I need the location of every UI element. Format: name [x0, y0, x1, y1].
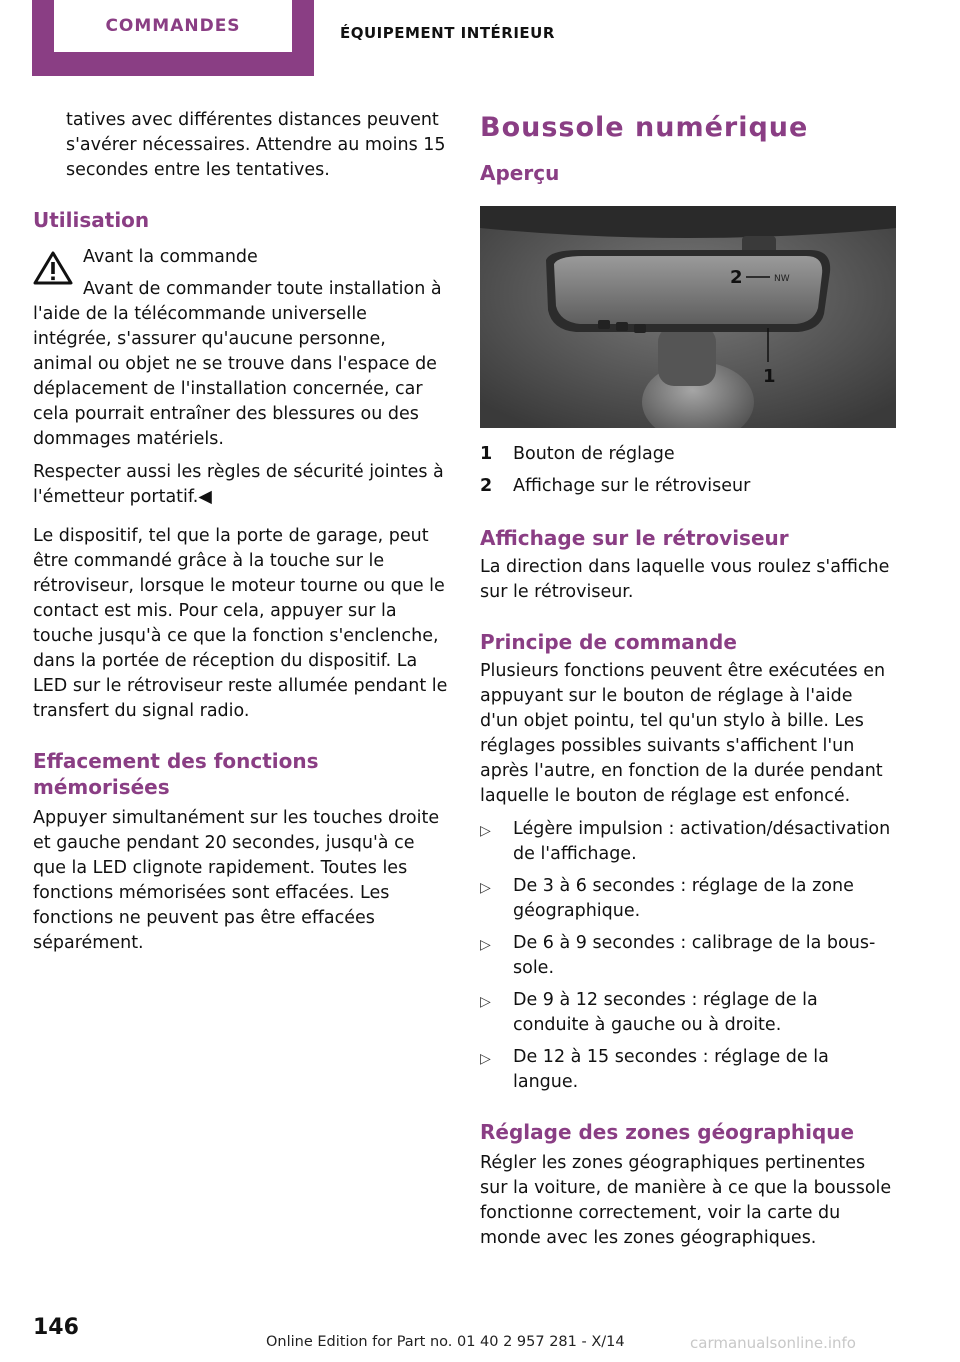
affichage-heading: Affichage sur le rétroviseur — [480, 526, 789, 550]
utilisation-heading: Utilisation — [33, 208, 150, 232]
chapter-tab-inner — [54, 0, 292, 52]
principe-paragraph: Plusieurs fonctions peuvent être exécutées en appuyant sur le bouton de réglage à l'aide d'un objet pointu, tel qu'un stylo à bille. Les réglages possibles suivants s'affichent l'un après l'autre, en fonction de la durée pendant laquelle le bouton de réglage est enfoncé. — [480, 661, 886, 806]
rearview-mirror-photo — [480, 206, 896, 428]
chapter-tab — [32, 0, 314, 76]
triangle-bullet-icon: ▷ — [480, 994, 491, 1010]
warning-text-first-line: Avant de commander toute installation à — [83, 279, 442, 299]
list-item — [480, 988, 896, 1038]
effacement-paragraph: Appuyer simultanément sur les touches droite et gauche pendant 20 secondes, jusqu'à ce que la LED clignote rapidement. Toutes les fonctions mémorisées sont effacées. Les fonctions ne peuvent pas être effacées séparément. — [33, 808, 440, 953]
affichage-paragraph: La direction dans laquelle vous roulez s'affiche sur le rétroviseur. — [480, 557, 890, 602]
list-item — [480, 1045, 896, 1095]
watermark: carmanualsonline.info — [690, 1334, 856, 1352]
list-item-text: De 6 à 9 secondes : calibrage de la boussole. — [513, 933, 876, 978]
legend-item — [480, 474, 896, 499]
settings-list — [480, 817, 896, 1095]
legend-text: Affichage sur le rétroviseur — [513, 476, 751, 496]
list-item — [480, 931, 896, 981]
warning-title: Avant la commande — [83, 247, 258, 267]
edition-line: Online Edition for Part no. 01 40 2 957 281 - X/14 — [266, 1334, 625, 1350]
warning-triangle-icon — [33, 251, 73, 285]
principe-heading: Principe de commande — [480, 630, 737, 654]
callout-label-2: 2 — [730, 267, 743, 288]
triangle-bullet-icon: ▷ — [480, 1051, 491, 1067]
zones-paragraph: Régler les zones géographiques pertinentes sur la voiture, de manière à ce que la boussole fonctionne correctement, voir la carte du monde avec les zones géographiques. — [480, 1153, 892, 1248]
left-column — [33, 108, 449, 956]
legend-number: 2 — [480, 476, 493, 496]
list-item — [480, 817, 896, 867]
section-title: ÉQUIPEMENT INTÉRIEUR — [340, 24, 555, 42]
triangle-bullet-icon: ▷ — [480, 880, 491, 896]
list-item-text: De 9 à 12 secondes : réglage de la conduite à gauche ou à droite. — [513, 990, 818, 1035]
legend-item — [480, 442, 896, 467]
list-item-text: Légère impulsion : activation/désactivation de l'affichage. — [513, 819, 891, 864]
compass-title: Boussole numérique — [480, 112, 809, 143]
right-column — [480, 108, 896, 1251]
device-paragraph: Le dispositif, tel que la porte de garage, peut être commandé grâce à la touche sur le rétroviseur, lorsque le moteur tourne ou que le contact est mis. Pour cela, appuyer sur la touche jusqu'à ce que la fonction s'enclenche, dans la portée de réception du dispositif. La LED sur le rétroviseur reste allumée pendant le transfert du signal radio. — [33, 526, 448, 721]
apercu-heading: Aperçu — [480, 161, 560, 185]
list-item — [480, 874, 896, 924]
safety-paragraph: Respecter aussi les règles de sécurité jointes à l'émetteur portatif.◀ — [33, 462, 444, 507]
triangle-bullet-icon: ▷ — [480, 823, 491, 839]
triangle-bullet-icon: ▷ — [480, 937, 491, 953]
intro-paragraph: tatives avec différentes distances peuvent s'avérer nécessaires. Attendre au moins 15 secondes entre les tentatives. — [66, 110, 446, 180]
chapter-label: COMMANDES — [105, 16, 241, 36]
legend-text: Bouton de réglage — [513, 444, 675, 464]
warning-block — [33, 245, 449, 302]
compass-display-text: NW — [774, 274, 790, 284]
list-item-text: De 12 à 15 secondes : réglage de la langue. — [513, 1047, 829, 1092]
legend-number: 1 — [480, 444, 493, 464]
zones-heading: Réglage des zones géographique — [480, 1120, 855, 1144]
list-item-text: De 3 à 6 secondes : réglage de la zone géographique. — [513, 876, 854, 921]
warning-text: l'aide de la télécommande universelle intégrée, s'assurer qu'aucune personne, animal ou objet ne se trouve dans l'espace de déplacement de l'installation concernée, car cela pourrait entraîner des blessures ou des dommages matériels. — [33, 304, 437, 449]
callout-label-1: 1 — [763, 366, 776, 387]
page-number: 146 — [33, 1315, 79, 1340]
photo-legend — [480, 442, 896, 499]
effacement-heading: Effacement des fonctions mémorisées — [33, 749, 319, 799]
